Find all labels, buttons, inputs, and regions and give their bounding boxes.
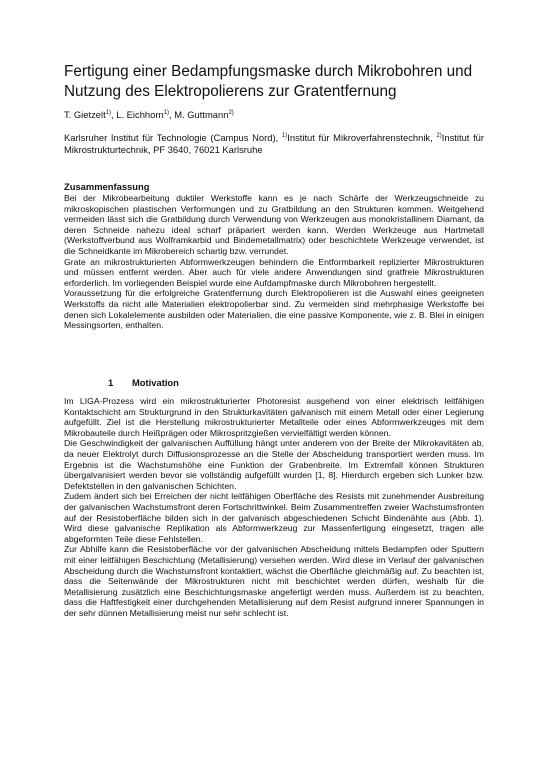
body-paragraph: Die Geschwindigkeit der galvanischen Auffüllung hängt unter anderem von der Breite der Mikrokavitäten ab, da neuer Elektrolyt durch Diffusionsprozesse an die Stelle der Abscheidung transportiert werden muss. Im Ergebnis ist die Wachstumshöhe eine Funktion der Grabenbreite. Im Extremfall können Strukturen übergalvanisiert werden bevor sie vollständig aufgefüllt wurden [1, 8]. Hierdurch ergeben sich Lunker bzw. Defektstellen in den galvanischen Schichten. xyxy=(64,438,484,491)
abstract-paragraph: Bei der Mikrobearbeitung duktiler Werkstoffe kann es je nach Schärfe der Werkzeugschneide zu mikroskopischen plastischen Verformungen und zu Gratbildung an den Strukturen kommen. Weitgehend vermeiden lässt sich die Gratbildung durch Verwendung von Werkzeugen aus monokristallinem Diamant, da deren Schneide nahezu ideal scharf präpariert werden kann. Werden Werkzeuge aus Hartmetall (Werkstoffverbund aus Wolframkarbid und Bindemetallmatrix) oder beschichtete Werkzeuge verwendet, ist die Schneidkante im Mikrobereich schartig bzw. verrundet. xyxy=(64,193,484,256)
paper-title: Fertigung einer Bedampfungsmaske durch Mikrobohren und Nutzung des Elektropolierens zur Gratentfernung xyxy=(64,63,473,100)
author-name: M. Guttmann xyxy=(174,109,229,120)
section-body xyxy=(64,396,484,618)
section-number: 1 xyxy=(108,377,114,388)
author-affil-mark: 2) xyxy=(228,109,234,116)
author-name: T. Gietzelt xyxy=(64,109,106,120)
affiliation xyxy=(64,132,484,156)
body-paragraph: Im LIGA-Prozess wird ein mikrostrukturierter Photoresist ausgehend von einer elektrisch leitfähigen Kontaktschicht am Strukturgrund in den Strukturkavitäten galvanisch mit einem Metall oder einer Legierung aufgefüllt. Ziel ist die Herstellung mikrostrukturierter Metallteile oder eines Abformwerkzeuges mit dem Mikrobauteile durch Heißprägen oder Mikrospritzgießen vervielfältigt werden können. xyxy=(64,396,484,438)
author-affil-mark: 1) xyxy=(163,109,170,116)
affil-mark: 1) xyxy=(281,132,288,139)
section-title: Motivation xyxy=(132,377,179,388)
section-heading xyxy=(108,377,179,389)
affiliation-institute: Institut für Mikrostrukturtechnik, PF 3640, 76021 Karlsruhe xyxy=(64,132,485,155)
abstract-body xyxy=(64,193,484,331)
author-affil-mark: 1) xyxy=(105,109,112,116)
author-name: L. Eichhorn xyxy=(116,109,164,120)
affiliation-org: Karlsruher Institut für Technologie (Campus Nord), xyxy=(64,132,279,143)
body-paragraph: Zur Abhilfe kann die Resistoberfläche vor der galvanischen Abscheidung mittels Bedampfen oder Sputtern mit einer leitfähigen Beschichtung (Metallisierung) versehen werden. Wird diese im Verlauf der galvanischen Abscheidung durch die Wachstumsfront kontaktiert, wächst die Oberfläche gleichmäßig auf. Zu beachten ist, dass die Seitenwände der Mikrostrukturen nicht mit beschichtet werden dürfen, weshalb für die Metallisierung zusätzlich eine Beschichtungsmaske angefertigt werden muss. Außerdem ist zu beachten, dass die Haftfestigkeit einer durchgehenden Metallisierung auf dem Resist aufgrund innerer Spannungen in der sehr dünnen Metallisierung meist nur sehr schlecht ist. xyxy=(64,544,484,618)
abstract-paragraph: Voraussetzung für die erfolgreiche Gratentfernung durch Elektropolieren ist die Auswahl eines geeigneten Werkstoffs da nicht alle Materialien elektropolierbar sind. Zu vermeiden sind mehrphasige Werkstoffe bei denen sich Lokalelemente ausbilden oder Materialien, die eine passive Komponente, wie z. B. Blei in einigen Messingsorten, enthalten. xyxy=(64,288,484,331)
author-list: T. Gietzelt$^{1)}$, L. Eichhorn$^{1)}$, M. Guttmann$^{2)}$ xyxy=(64,109,234,120)
abstract-paragraph: Grate an mikrostrukturierten Abformwerkzeugen behindern die Entformbarkeit replizierter Mikrostrukturen und müssen entfernt werden. Aber auch für viele andere Anwendungen sind gratfreie Mikrostrukturen erforderlich. Im vorliegenden Beispiel wurde eine Aufdampfmaske durch Mikrobohren hergestellt. xyxy=(64,256,484,288)
affiliation-institute: Institut für Mikroverfahrenstechnik, xyxy=(287,132,433,143)
affil-mark: 2) xyxy=(436,132,442,139)
abstract-heading: Zusammenfassung xyxy=(64,181,150,192)
body-paragraph: Zudem ändert sich bei Erreichen der nicht leitfähigen Oberfläche des Resists mit zunehmender Ausbreitung der galvanischen Wachstumsfront deren Fortschrittwinkel. Beim Zusammentreffen zweier Wachstumsfronten auf der Resistoberfläche bilden sich in der galvanisch abgeschiedenen Schicht Bindenähte aus (Abb. 1). Wird diese galvanische Replikation als Abformwerkzeug zur Massenfertigung eingesetzt, tragen alle abgeformten Teile diese Fehlstellen. xyxy=(64,491,484,544)
